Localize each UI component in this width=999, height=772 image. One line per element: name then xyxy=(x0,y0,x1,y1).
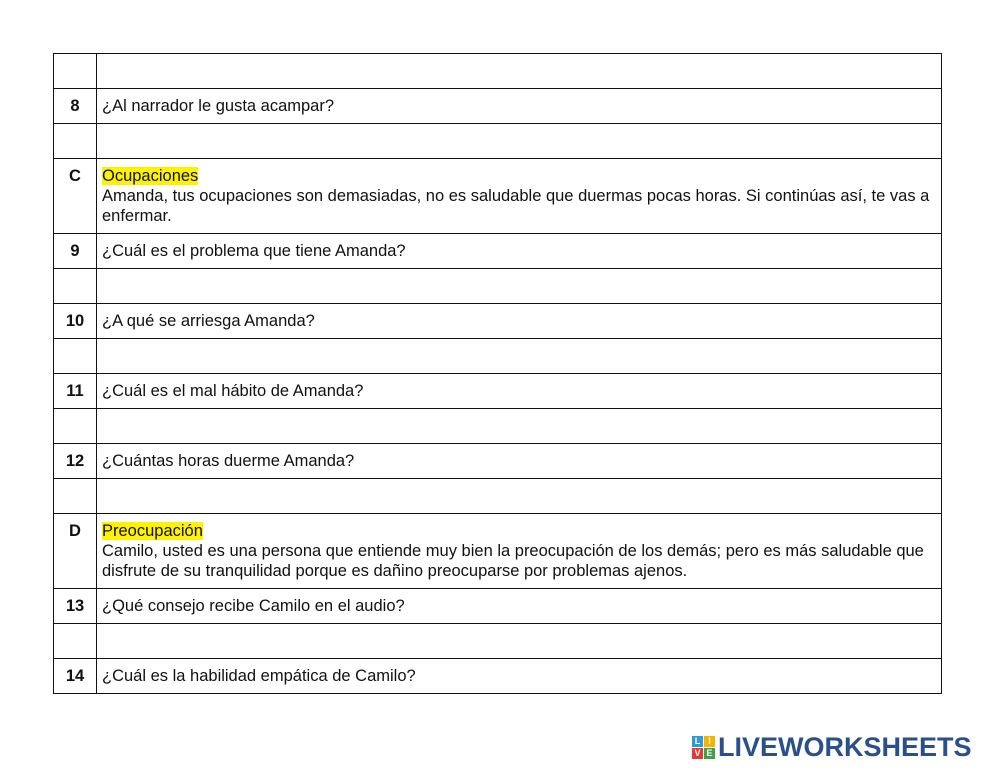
section-body: Amanda, tus ocupaciones son demasiadas, no es saludable que duermas pocas horas. Si continúas así, te vas a enfermar. xyxy=(102,187,930,225)
section-letter: C xyxy=(54,159,97,234)
question-number: 11 xyxy=(54,374,97,409)
answer-row xyxy=(54,479,942,514)
question-row xyxy=(54,89,942,124)
answer-input[interactable] xyxy=(97,632,941,652)
empty-number-cell xyxy=(54,624,97,659)
question-row xyxy=(54,659,942,694)
empty-number-cell xyxy=(54,339,97,374)
section-row xyxy=(54,159,942,234)
answer-row xyxy=(54,409,942,444)
question-row xyxy=(54,444,942,479)
answer-row xyxy=(54,269,942,304)
answer-input[interactable] xyxy=(97,277,941,297)
answer-input[interactable] xyxy=(97,132,941,152)
liveworksheets-logo xyxy=(692,732,972,762)
answer-cell[interactable] xyxy=(97,339,942,374)
answer-cell[interactable] xyxy=(97,624,942,659)
question-row xyxy=(54,374,942,409)
answer-cell[interactable] xyxy=(97,54,942,89)
answer-cell[interactable] xyxy=(97,269,942,304)
answer-row xyxy=(54,124,942,159)
brand-name: LIVEWORKSHEETS xyxy=(718,731,972,762)
question-text: ¿Qué consejo recibe Camilo en el audio? xyxy=(97,589,942,624)
section-row xyxy=(54,514,942,589)
question-text: ¿Al narrador le gusta acampar? xyxy=(97,89,942,124)
answer-row xyxy=(54,339,942,374)
question-text: ¿Cuál es el mal hábito de Amanda? xyxy=(97,374,942,409)
answer-row xyxy=(54,624,942,659)
question-number: 13 xyxy=(54,589,97,624)
answer-input[interactable] xyxy=(97,347,941,367)
answer-row xyxy=(54,54,942,89)
question-text: ¿Cuál es el problema que tiene Amanda? xyxy=(97,234,942,269)
question-text: ¿A qué se arriesga Amanda? xyxy=(97,304,942,339)
worksheet-table xyxy=(53,53,942,694)
answer-input[interactable] xyxy=(97,62,941,82)
section-cell xyxy=(97,514,942,589)
section-title: Ocupaciones xyxy=(102,167,199,185)
section-title: Preocupación xyxy=(102,522,203,540)
answer-input[interactable] xyxy=(97,417,941,437)
section-cell xyxy=(97,159,942,234)
empty-number-cell xyxy=(54,479,97,514)
empty-number-cell xyxy=(54,124,97,159)
empty-number-cell xyxy=(54,409,97,444)
question-number: 8 xyxy=(54,89,97,124)
question-number: 14 xyxy=(54,659,97,694)
empty-number-cell xyxy=(54,54,97,89)
answer-cell[interactable] xyxy=(97,124,942,159)
question-number: 12 xyxy=(54,444,97,479)
question-text: ¿Cuál es la habilidad empática de Camilo? xyxy=(97,659,942,694)
question-row xyxy=(54,304,942,339)
section-letter: D xyxy=(54,514,97,589)
question-text: ¿Cuántas horas duerme Amanda? xyxy=(97,444,942,479)
question-number: 9 xyxy=(54,234,97,269)
logo-mark-icon: L I V E xyxy=(692,736,715,759)
question-row xyxy=(54,589,942,624)
answer-cell[interactable] xyxy=(97,479,942,514)
empty-number-cell xyxy=(54,269,97,304)
section-body: Camilo, usted es una persona que entiende muy bien la preocupación de los demás; pero es más saludable que disfrute de su tranquilidad porque es dañino preocuparse por problemas ajenos. xyxy=(102,542,924,580)
answer-input[interactable] xyxy=(97,487,941,507)
question-number: 10 xyxy=(54,304,97,339)
answer-cell[interactable] xyxy=(97,409,942,444)
question-row xyxy=(54,234,942,269)
